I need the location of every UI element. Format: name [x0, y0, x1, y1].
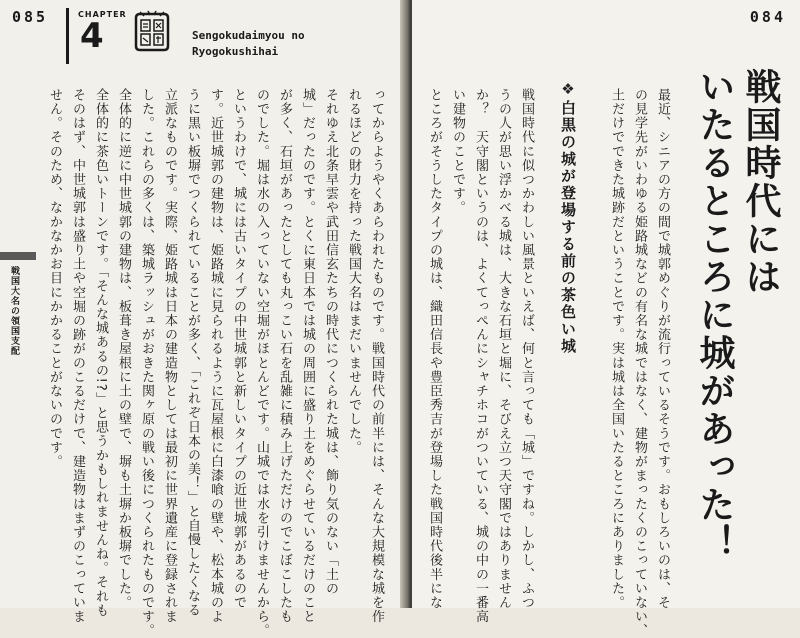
chapter-number: 4 — [80, 16, 104, 56]
text-column: ってからようやくあらわれたものです。戦国時代の前半には、そんな大規模な城を作 — [369, 88, 384, 624]
text-column: が多く、石垣があったとしても丸っこい石を乱雑に積み上げただけのでこぼこしたも — [277, 88, 292, 624]
page-number-right: 084 — [749, 8, 786, 26]
text-column: 城」だったのです。とくに東日本では城の周囲に盛り土をめぐらせているだけのこと — [300, 88, 315, 624]
body-column: うの人が思い浮かべる城は、大きな石垣と堀に、そびえ立つ天守閣ではありません — [496, 88, 511, 610]
body-column: ところがそうしたタイプの城は、織田信長や豊臣秀吉が登場した戦国時代後半にな — [427, 88, 442, 610]
intro-column: の見学先がいわゆる姫路城などの有名な城ではなく、建物がまったくのこっていない、 — [632, 88, 647, 638]
body-column: い建物のことです。 — [450, 88, 465, 215]
subheading-text: 白黒の城が登場する前の茶色い城 — [559, 100, 577, 355]
diamond-bullet-icon: ❖ — [559, 80, 577, 100]
text-column: のでした。堀は水の入っていない空堀がほとんどです。山城では水を引けませんから。 — [254, 88, 269, 638]
text-column: 立派なものです。実際、姫路城は日本の建造物としては最初に世界遺産に登録されま — [162, 88, 177, 624]
header-divider — [66, 8, 69, 64]
body-column: か？ 天守閣というのは、よくてっぺんにシャチホコがついている、城の中の一番高 — [473, 88, 488, 624]
text-column: そのはず、中世城郭は盛り土や空堀の跡がのこるだけで、建造物はまずのこっていま — [70, 88, 85, 624]
text-column: す。近世城郭の建物は、姫路城に見られるように瓦屋根に白漆喰の壁や、松本城のよ — [208, 88, 223, 624]
page-title-line2: いたるところに城があった！ — [694, 68, 735, 562]
text-column: というわけで、城には古いタイプの中世城郭と新しいタイプの近世城郭があるので — [231, 88, 246, 610]
section-subheading — [558, 80, 579, 355]
series-title-line2: Ryogokushihai — [192, 45, 279, 58]
text-column: それゆえ北条早雲や武田信玄たちの時代につくられた城は、飾り気のない「土の — [323, 88, 338, 596]
series-title — [192, 28, 305, 60]
intro-column: 最近、シニアの方の間で城郭めぐりが流行っているそうです。おもしろいのは、そ — [655, 88, 670, 610]
text-column: 全体的に逆に中世城郭の建物は、板葺き屋根に土の壁で、塀も土塀か板塀でした。 — [116, 88, 131, 610]
text-column: した。これらの多くは、築城ラッシュがおきた関ヶ原の戦い後につくられたものです。 — [139, 88, 154, 638]
page-number-left: 085 — [12, 8, 49, 26]
body-column: 戦国時代に似つかわしい風景といえば、何と言っても「城」ですね。しかし、ふつ — [519, 88, 534, 610]
chapter-side-tab — [0, 252, 36, 260]
text-column: 全体的に茶色いトーンです。「そんな城あるの!?」と思うかもしれませんね。それも — [93, 88, 108, 618]
page-title-line1: 戦国時代には — [740, 68, 781, 296]
series-title-line1: Sengokudaimyou no — [192, 29, 305, 42]
chapter-side-label: 戦国大名の領国支配 — [9, 266, 19, 356]
text-column: せん。そのため、なかなかお目にかかることがないのです。 — [47, 88, 62, 469]
chapter-seal-icon — [132, 10, 172, 54]
right-page — [412, 0, 800, 638]
chapter-label: CHAPTER — [78, 10, 127, 19]
text-column: れるほどの財力を持った戦国大名はまだいませんでした。 — [346, 88, 361, 455]
intro-column: 土だけでできた城跡だということです。実は城は全国いたるところにありました。 — [609, 88, 624, 610]
text-column: うに黒い板塀でつくられていることが多く、「これぞ日本の美！」と自慢したくなる — [185, 88, 200, 618]
